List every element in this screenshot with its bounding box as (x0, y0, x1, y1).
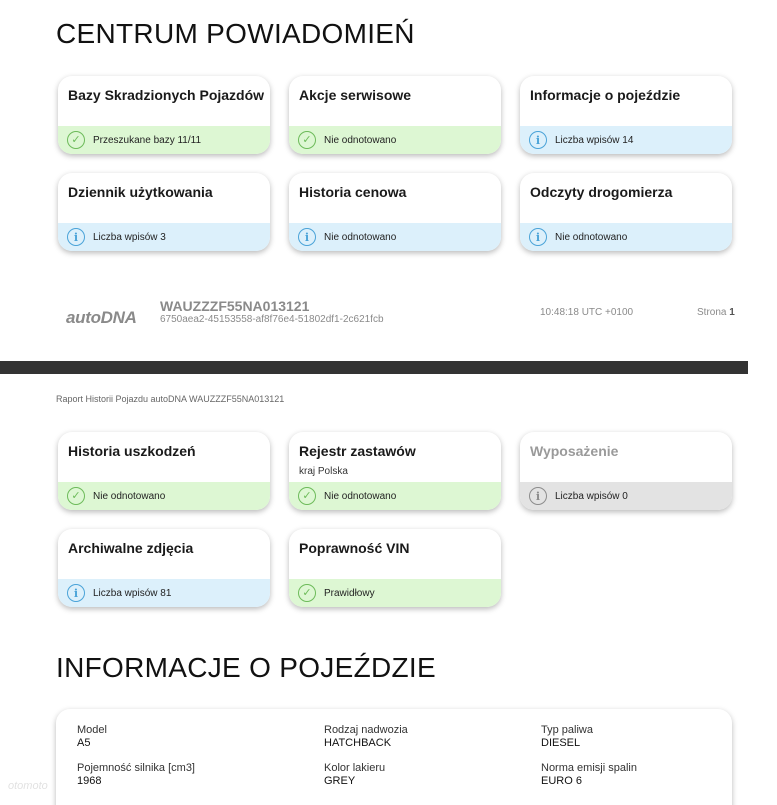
card-status-text: Nie odnotowano (324, 231, 397, 243)
footer-report-hash: 6750aea2-45153558-af8f76e4-51802df1-2c621fcb (160, 314, 384, 325)
card-title: Rejestr zastawów (299, 443, 416, 459)
card-status-text: Liczba wpisów 3 (93, 231, 166, 243)
page-number: 1 (729, 307, 735, 318)
card-title: Dziennik użytkowania (68, 184, 213, 200)
card-vin-validity[interactable] (289, 529, 501, 607)
card-title: Akcje serwisowe (299, 87, 412, 103)
card-service-actions[interactable] (289, 76, 501, 154)
field-body-type (324, 724, 408, 750)
card-title: Historia uszkodzeń (68, 443, 196, 459)
footer-page-number (697, 307, 735, 318)
info-circle-icon: i (67, 584, 85, 602)
info-circle-icon: i (298, 228, 316, 246)
field-value: GREY (324, 775, 356, 787)
field-label: Model (77, 724, 107, 736)
card-title: Archiwalne zdjęcia (68, 540, 194, 556)
check-circle-icon: ✓ (298, 131, 316, 149)
field-paint-color (324, 762, 385, 788)
field-emission-norm (541, 762, 637, 788)
card-status (58, 482, 270, 510)
info-circle-icon: i (529, 487, 547, 505)
card-vehicle-info[interactable] (520, 76, 732, 154)
card-status-text: Liczba wpisów 14 (555, 134, 634, 146)
card-status-text: Prawidłowy (324, 587, 375, 599)
card-status-text: Nie odnotowano (555, 231, 628, 243)
watermark: otomoto (8, 780, 48, 792)
card-status (289, 579, 501, 607)
card-damage-history[interactable] (58, 432, 270, 510)
card-title: Odczyty drogomierza (530, 184, 673, 200)
card-status (520, 223, 732, 251)
card-title: Historia cenowa (299, 184, 407, 200)
card-equipment[interactable] (520, 432, 732, 510)
running-header: Raport Historii Pojazdu autoDNA WAUZZZF55NA013121 (56, 394, 285, 404)
card-status-text: Liczba wpisów 81 (93, 587, 172, 599)
card-odometer-readings[interactable] (520, 173, 732, 251)
field-label: Kolor lakieru (324, 762, 386, 774)
card-usage-log[interactable] (58, 173, 270, 251)
card-title: Poprawność VIN (299, 540, 410, 556)
section-title-vehicle-info: INFORMACJE O POJEŹDZIE (56, 652, 436, 683)
footer-timestamp: 10:48:18 UTC +0100 (540, 307, 634, 318)
card-status-text: Liczba wpisów 0 (555, 490, 628, 502)
card-status (289, 482, 501, 510)
card-title: Wyposażenie (530, 443, 619, 459)
card-price-history[interactable] (289, 173, 501, 251)
field-label: Rodzaj nadwozia (324, 724, 408, 736)
page-divider (0, 361, 748, 374)
info-circle-icon: i (529, 228, 547, 246)
field-model (77, 724, 107, 750)
card-pledge-register[interactable] (289, 432, 501, 510)
field-value: 1968 (77, 775, 102, 787)
autodna-logo: autoDNA (66, 308, 137, 327)
info-circle-icon: i (529, 131, 547, 149)
check-circle-icon: ✓ (298, 584, 316, 602)
card-status-text: Nie odnotowano (324, 490, 397, 502)
info-circle-icon: i (67, 228, 85, 246)
card-archive-photos[interactable] (58, 529, 270, 607)
card-title: Bazy Skradzionych Pojazdów (68, 87, 265, 103)
card-status (289, 223, 501, 251)
card-stolen-vehicles-db[interactable] (58, 76, 270, 154)
card-status-text: Przeszukane bazy 11/11 (93, 134, 202, 146)
page-label: Strona (697, 307, 727, 318)
card-title: Informacje o pojeździe (530, 87, 681, 103)
card-status (58, 579, 270, 607)
field-fuel-type (541, 724, 593, 750)
footer-vin: WAUZZZF55NA013121 (160, 298, 310, 314)
field-value: DIESEL (541, 737, 581, 749)
card-status-text: Nie odnotowano (93, 490, 166, 502)
card-status (520, 482, 732, 510)
card-status-text: Nie odnotowano (324, 134, 397, 146)
field-value: EURO 6 (541, 775, 582, 787)
field-value: A5 (77, 737, 91, 749)
card-status (520, 126, 732, 154)
check-circle-icon: ✓ (67, 487, 85, 505)
check-circle-icon: ✓ (67, 131, 85, 149)
field-label: Typ paliwa (541, 724, 593, 736)
field-label: Pojemność silnika [cm3] (77, 762, 195, 774)
field-engine-capacity (77, 762, 195, 788)
card-status (58, 126, 270, 154)
check-circle-icon: ✓ (298, 487, 316, 505)
card-status (289, 126, 501, 154)
field-label: Norma emisji spalin (541, 762, 637, 774)
section-title-notifications: CENTRUM POWIADOMIEŃ (56, 18, 415, 49)
card-subtitle: kraj Polska (299, 466, 348, 477)
card-status (58, 223, 270, 251)
vehicle-info-box (56, 709, 732, 805)
field-value: HATCHBACK (324, 737, 392, 749)
